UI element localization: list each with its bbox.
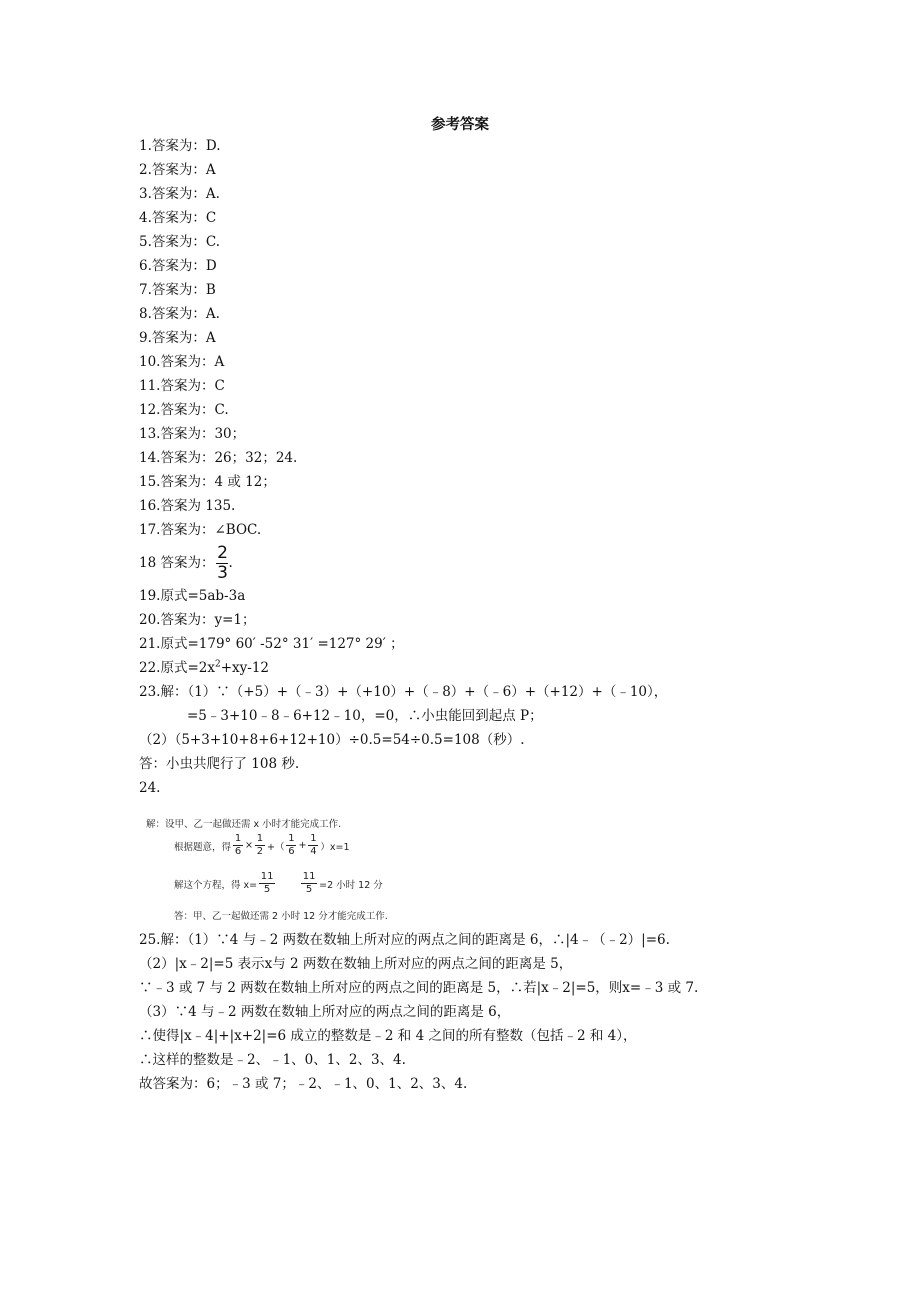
scan-equation-line (174, 834, 350, 857)
answer-line: 17.答案为：∠BOC. (139, 522, 262, 538)
fraction (259, 872, 275, 895)
answer-line: 9.答案为：A (139, 330, 216, 346)
fraction-numerator: 11 (260, 871, 274, 882)
fraction-numerator: 11 (302, 871, 316, 882)
solution-line: （3）∵4 与﹣2 两数在数轴上所对应的两点之间的距离是 6， (139, 1004, 511, 1020)
fraction (301, 872, 317, 895)
solution-line: 故答案为：6；﹣3 或 7；﹣2、﹣1、0、1、2、3、4. (139, 1076, 468, 1092)
scan-line: 答：甲、乙一起做还需 2 小时 12 分才能完成工作. (174, 911, 388, 922)
fraction-numerator: 1 (310, 833, 317, 844)
answer-line: 20.答案为：y=1； (139, 612, 256, 628)
solution-line: ∴使得|x﹣4|+|x+2|=6 成立的整数是﹣2 和 4 之间的所有整数（包括﹣2 和 4）， (139, 1028, 637, 1044)
fraction-denominator: 3 (217, 563, 228, 583)
scan-text: =2 小时 12 分 (319, 879, 383, 891)
fraction-numerator: 1 (234, 833, 242, 844)
answer-list (139, 134, 879, 800)
answer-line: 6.答案为：D (139, 258, 217, 274)
fraction (286, 834, 296, 857)
solution-line: （2）|x﹣2|=5 表示x与 2 两数在数轴上所对应的两点之间的距离是 5， (139, 956, 573, 972)
answer-label-24: 24. (139, 780, 161, 796)
scan-text: 根据题意，得 (174, 841, 232, 853)
answer-22-prefix: 22.原式=2x (139, 660, 215, 676)
fraction (233, 834, 243, 857)
solution-line: 23.解：（1）∵（+5）+（﹣3）+（+10）+（﹣8）+（﹣6）+（+12）+（﹣10）， (139, 684, 668, 700)
fraction-numerator: 1 (256, 833, 264, 844)
solution-line: ∵﹣3 或 7 与 2 两数在数轴上所对应的两点之间的距离是 5，∴若|x﹣2|=5，则x=﹣3 或 7. (139, 980, 699, 996)
fraction (255, 834, 265, 857)
answer-line: 12.答案为：C. (139, 402, 229, 418)
fraction (216, 545, 228, 582)
answer-line: 16.答案为 135. (139, 498, 236, 514)
solution-line: 答：小虫共爬行了 108 秒. (139, 756, 300, 772)
answer-line: 11.答案为：C (139, 378, 225, 394)
scan-line: 解：设甲、乙一起做还需 x 小时才能完成工作. (146, 819, 342, 830)
exponent: 2 (214, 659, 221, 670)
answer-line-18 (139, 542, 879, 584)
fraction-denominator: 6 (288, 846, 295, 857)
answer-line: 2.答案为：A (139, 162, 216, 178)
fraction-denominator: 5 (263, 884, 271, 895)
solution-line: （2）（5+3+10+8+6+12+10）÷0.5=54÷0.5=108（秒）. (139, 732, 525, 748)
answer-18-suffix: . (228, 555, 233, 571)
fraction-denominator: 5 (305, 884, 313, 895)
plus-sign: + (298, 840, 307, 851)
times-sign: × (245, 840, 253, 851)
answer-line: 4.答案为：C (139, 210, 217, 226)
solution-line: ∴这样的整数是﹣2、﹣1、0、1、2、3、4. (139, 1052, 406, 1068)
scanned-solution-image (146, 812, 446, 922)
answer-line: 19.原式=5ab-3a (139, 588, 246, 604)
answer-line: 5.答案为：C. (139, 234, 221, 250)
answer-22-suffix: +xy-12 (220, 660, 270, 676)
fraction-numerator: 2 (217, 543, 228, 563)
answer-18-prefix: 18 答案为： (139, 555, 215, 571)
fraction-numerator: 1 (288, 833, 295, 844)
scan-text: ）x=1 (320, 841, 350, 853)
solution-line: =5﹣3+10﹣8﹣6+12﹣10，=0，∴小虫能回到起点 P； (187, 708, 543, 724)
scan-text: +（ (266, 841, 285, 853)
answer-line: 8.答案为：A. (139, 306, 220, 322)
scan-equation-line (174, 872, 383, 895)
page-title: 参考答案 (431, 117, 489, 133)
answer-line: 15.答案为：4 或 12； (139, 474, 276, 490)
scan-text: 解这个方程，得 x= (174, 879, 258, 891)
solution-25 (139, 928, 899, 1096)
answer-line-22 (139, 656, 879, 680)
fraction-denominator: 6 (234, 846, 242, 857)
fraction (308, 834, 318, 857)
solution-line: 25.解：（1）∵4 与﹣2 两数在数轴上所对应的两点之间的距离是 6，∴|4﹣（﹣2）|=6. (139, 932, 670, 948)
answer-line: 7.答案为：B (139, 282, 216, 298)
answer-line: 1.答案为：D. (139, 138, 221, 154)
answer-line: 3.答案为：A. (139, 186, 220, 202)
answer-line: 21.原式=179° 60′ -52° 31′ =127° 29′ ； (139, 636, 404, 652)
fraction-denominator: 2 (256, 846, 264, 857)
answer-line: 10.答案为：A (139, 354, 225, 370)
answer-line: 14.答案为：26；32；24. (139, 450, 298, 466)
fraction-denominator: 4 (310, 846, 317, 857)
answer-line: 13.答案为：30； (139, 426, 246, 442)
